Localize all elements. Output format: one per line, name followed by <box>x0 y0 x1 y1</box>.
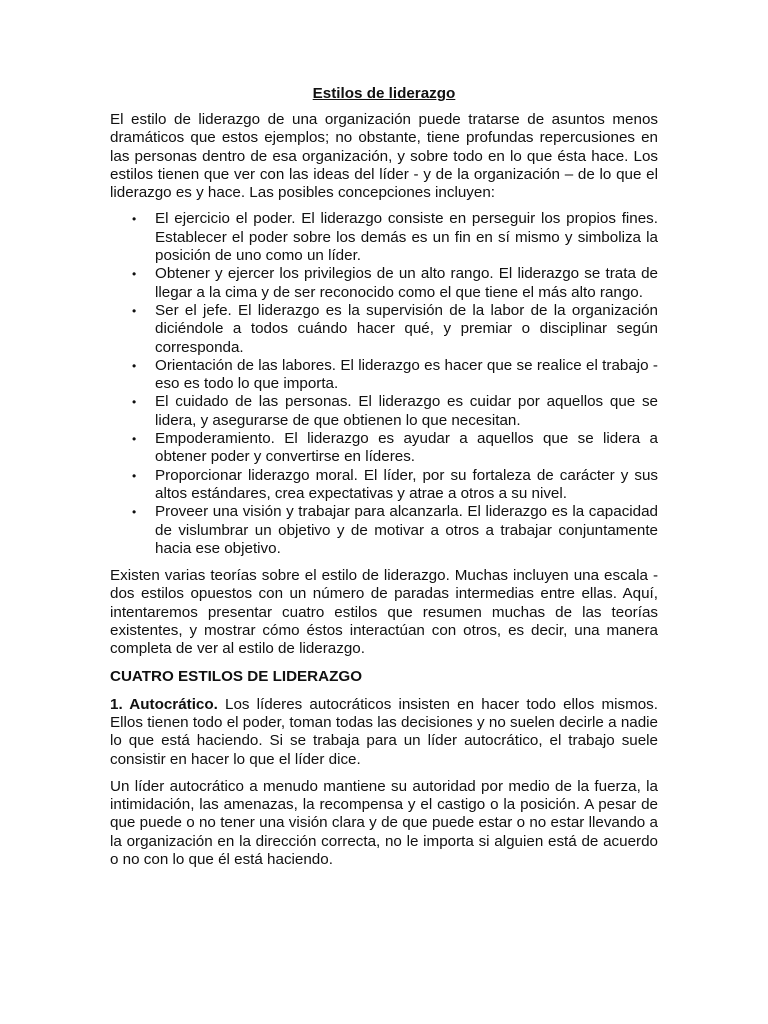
bullet-icon: • <box>132 303 137 318</box>
list-item <box>110 467 658 504</box>
list-item-text: Obtener y ejercer los privilegios de un alto rango. El liderazgo se trata de llegar a la cima y de ser reconocido como el que tiene el más alto rango. <box>155 265 658 301</box>
list-item-text: Proveer una visión y trabajar para alcanzarla. El liderazgo es la capacidad de vislumbrar un objetivo y de motivar a otros a trabajar conjuntamente hacia ese objetivo. <box>155 503 658 557</box>
bullet-icon: • <box>132 212 137 227</box>
list-item-text: El ejercicio el poder. El liderazgo consiste en perseguir los propios fines. Establecer el poder sobre los demás es un fin en sí mismo y simboliza la posición de uno como un líder. <box>155 210 658 265</box>
section-heading: CUATRO ESTILOS DE LIDERAZGO <box>110 667 363 685</box>
autocratico-label: 1. Autocrático. <box>110 695 218 713</box>
bullet-icon: • <box>132 505 137 520</box>
bullet-icon: • <box>132 358 137 373</box>
list-item-text: Empoderamiento. El liderazgo es ayudar a aquellos que se lidera a obtener poder y convertirse en líderes. <box>155 430 658 466</box>
list-item <box>110 357 658 394</box>
list-item-text: Ser el jefe. El liderazgo es la supervisión de la labor de la organización diciéndole a todos cuándo hacer qué, y premiar o disciplinar según corresponda. <box>155 301 658 356</box>
autocratico-paragraph-2: Un líder autocrático a menudo mantiene su autoridad por medio de la fuerza, la intimidación, las amenazas, la recompensa y el castigo o la posición. A pesar de que puede o no tener una visión clara y de que puede estar o no estar llevando a la organización en la dirección correcta, no le importa si alguien está de acuerdo o no con lo que él está haciendo. <box>110 777 658 868</box>
bullet-icon: • <box>132 395 137 410</box>
intro-paragraph: El estilo de liderazgo de una organización puede tratarse de asuntos menos dramáticos que estos ejemplos; no obstante, tiene profundas repercusiones en las personas dentro de esa organización, y sobre todo en lo que ésta hace. Los estilos tienen que ver con las ideas del líder - y de la organización – de lo que el liderazgo es y hace. Las posibles concepciones incluyen: <box>110 111 658 202</box>
list-item <box>110 302 658 357</box>
document-title: Estilos de liderazgo <box>312 85 456 102</box>
teorias-paragraph: Existen varias teorías sobre el estilo de liderazgo. Muchas incluyen una escala - dos estilos opuestos con un número de paradas intermedias entre ellas. Aquí, intentaremos presentar cuatro estilos que resumen muchas de las teorías existentes, y mostrar cómo éstos interactúan con otros, es decir, una manera completa de ver al estilo de liderazgo. <box>110 567 658 658</box>
list-item-text: Orientación de las labores. El liderazgo es hacer que se realice el trabajo - eso es todo lo que importa. <box>155 356 658 393</box>
autocratico-paragraph <box>110 696 658 769</box>
list-item <box>110 210 658 265</box>
bullet-icon: • <box>132 432 137 447</box>
autocratico-text: Los líderes autocráticos insisten en hacer todo ellos mismos. Ellos tienen todo el poder, toman todas las decisiones y no suelen decirle a nadie lo que está haciendo. Si se trabaja para un líder autocrático, el trabajo suele consistir en hacer lo que el líder dice. <box>110 695 658 768</box>
bullet-icon: • <box>132 267 137 282</box>
bullet-icon: • <box>132 468 137 483</box>
list-item <box>110 430 658 467</box>
list-item-text: Proporcionar liderazgo moral. El líder, por su fortaleza de carácter y sus altos estándares, crea expectativas y atrae a otros a su nivel. <box>155 466 658 502</box>
list-item <box>110 393 658 430</box>
list-item <box>110 503 658 558</box>
concepciones-list <box>110 210 658 558</box>
list-item-text: El cuidado de las personas. El liderazgo es cuidar por aquellos que se lidera, y asegurarse de que obtienen lo que necesitan. <box>155 393 658 429</box>
list-item <box>110 265 658 302</box>
